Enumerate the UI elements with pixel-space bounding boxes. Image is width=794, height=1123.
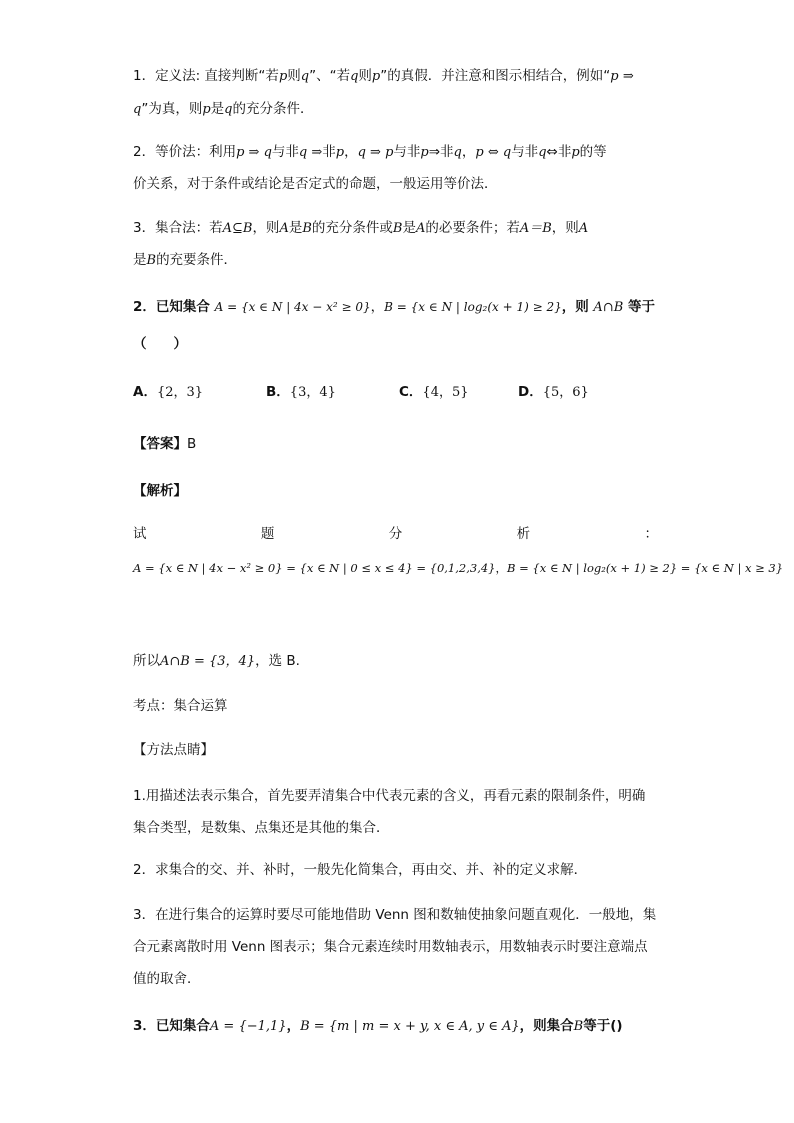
set-b-definition: B = {x ∈ N | log₂(x + 1) ≥ 2}	[384, 300, 562, 314]
question-2-stem: 2．已知集合 A = {x ∈ N | 4x − x² ≥ 0}，B = {x ∈ N | log₂(x + 1) ≥ 2}，则 A∩B 等于	[133, 299, 655, 315]
equation-set-b: B = {x ∈ N | log₂(x + 1) ≥ 2} = {x ∈ N | x ≥ 3}	[507, 561, 784, 575]
tip-line-2: 集合类型，是数集、点集还是其他的集合．	[133, 820, 390, 836]
tip-line-4: 3．在进行集合的运算时要尽可能地借助 Venn 图和数轴使抽象问题直观化．一般地，集	[133, 907, 657, 923]
analysis-tag: 【解析】	[133, 483, 187, 499]
method-3-line-2: 是B的充要条件．	[133, 252, 238, 268]
analysis-heading: 试 题 分 析 ：	[133, 526, 658, 542]
method-tips-tag: 【方法点睛】	[133, 742, 214, 758]
q3-set-b: B = {m | m = x + y, x ∈ A, y ∈ A}	[300, 1019, 520, 1034]
method-1-line-1: 1．定义法: 直接判断“若p则q”、“若q则p”的真假．并注意和图示相结合，例如“p ⇒	[133, 68, 634, 84]
option-c[interactable]: C．{4，5}	[399, 384, 469, 400]
option-a[interactable]: A．{2，3}	[133, 384, 204, 400]
tip-line-3: 2．求集合的交、并、补时，一般先化简集合，再由交、并、补的定义求解．	[133, 862, 588, 878]
method-3-line-1: 3．集合法：若A⊆B，则A是B的充分条件或B是A的必要条件；若A＝B，则A	[133, 220, 589, 236]
question-2-paren: （ ）	[133, 336, 187, 352]
equation-set-a: A = {x ∈ N | 4x − x² ≥ 0} = {x ∈ N | 0 ≤ x ≤ 4} = {0,1,2,3,4}	[133, 561, 496, 575]
tip-line-5: 合元素离散时用 Venn 图表示；集合元素连续时用数轴表示，用数轴表示时要注意端点	[133, 939, 648, 955]
analysis-equations: A = {x ∈ N | 4x − x² ≥ 0} = {x ∈ N | 0 ≤ x ≤ 4} = {0,1,2,3,4}，B = {x ∈ N | log₂(x + 1) ≥ 2} = {x ∈ N | x ≥ 3}	[133, 561, 784, 575]
question-2-options	[133, 383, 589, 402]
answer-line: 【答案】B	[133, 436, 197, 452]
kaodian-line: 考点：集合运算	[133, 698, 228, 714]
question-3-stem: 3．已知集合A = {−1,1}，B = {m | m = x + y, x ∈ A, y ∈ A}，则集合B等于()	[133, 1018, 623, 1034]
q3-set-a: A = {−1,1}	[209, 1019, 287, 1034]
option-b[interactable]: B．{3，4}	[266, 384, 336, 400]
method-2-line-2: 价关系，对于条件或结论是否定式的命题，一般运用等价法．	[133, 176, 498, 192]
method-2-line-1: 2．等价法：利用p ⇒ q与非q ⇒非p，q ⇒ p与非p⇒非q，p ⇔ q与非q⇔非p的等	[133, 144, 607, 160]
tip-line-6: 值的取舍．	[133, 971, 201, 987]
tip-line-1: 1.用描述法表示集合，首先要弄清集合中代表元素的含义，再看元素的限制条件，明确	[133, 788, 646, 804]
answer-value: B	[187, 436, 197, 452]
conclusion-line: 所以A∩B = {3，4}，选 B.	[133, 653, 300, 669]
method-1-line-2: q”为真，则p是q的充分条件．	[133, 101, 314, 117]
option-d[interactable]: D．{5，6}	[518, 384, 589, 400]
set-a-definition: A = {x ∈ N | 4x − x² ≥ 0}	[214, 300, 371, 314]
